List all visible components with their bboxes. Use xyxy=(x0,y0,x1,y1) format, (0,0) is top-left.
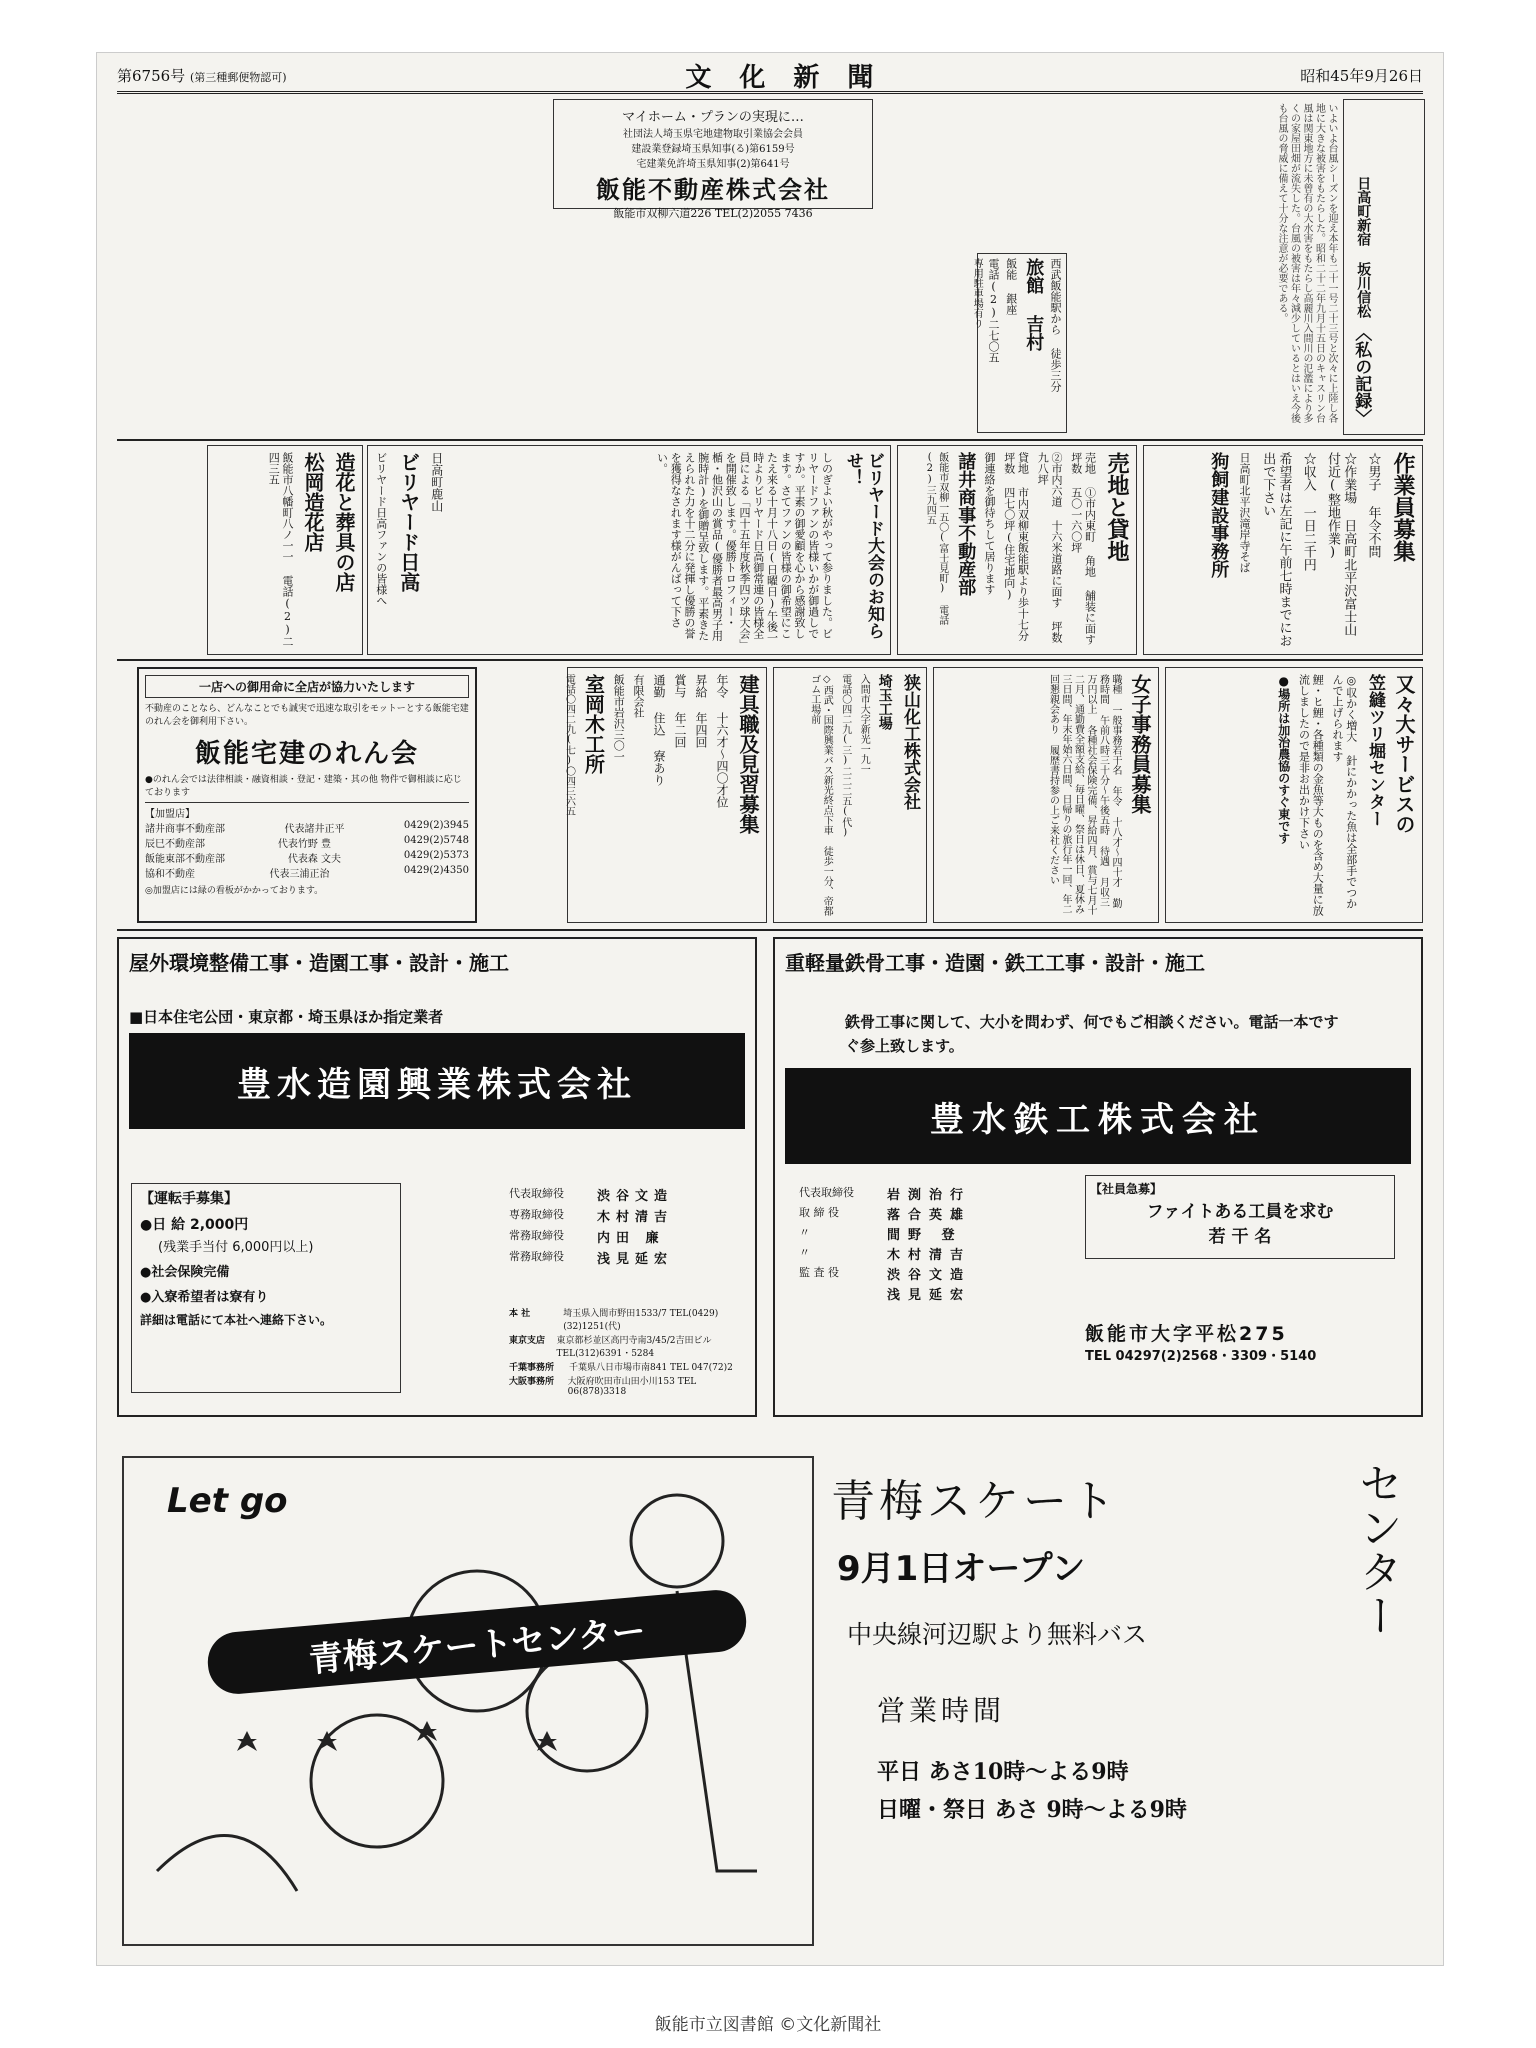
office-body: 職種 一般事務若干名 年令 十八才〜四十才 勤務時間 午前八時三十分〜午後五時 待遇 月収三万円以上 各種社会保険完備、昇給四月、賞与七月十二月、通勤費全額支給、毎日曜、祭日は休日、夏休み三日間、年末年始六日間、日帰りの旅行年一回、年二回懇親会あり 履歴書持参の上ご来社ください xyxy=(1047,674,1121,915)
zoen-recruit-line: 詳細は電話にて本社へ連絡下さい。 xyxy=(140,1313,333,1327)
zoen-officer: 専務取締役 木村清吉 xyxy=(509,1208,674,1225)
sayama-factory: 埼玉工場 xyxy=(876,674,893,730)
sayama-access: ◇西武・国際興業バス新光終点下車 徒歩一分、帝都ゴム工場前 xyxy=(808,674,833,916)
zoen-recruit-line: ●社会保険完備 xyxy=(140,1265,230,1280)
column-title: 〈私の記録〉 xyxy=(1351,324,1372,426)
ad-workers-recruit xyxy=(1143,445,1423,655)
land-line3: 貸地 市内双柳東飯能駅より歩十七分 坪数 四七〇坪(住宅地向) xyxy=(1002,452,1030,641)
zoen-officer: 代表取締役 渋谷文造 xyxy=(509,1187,674,1204)
tekko-banner: 重軽量鉄骨工事・造園・鉄工工事・設計・施工 xyxy=(785,951,1205,975)
skate-weekday-hours: 平日 あさ10時〜よる9時 xyxy=(877,1759,1129,1785)
noren-name: 飯能宅建のれん会 xyxy=(194,739,419,769)
fishing-line3: ●場所は加治農協のすぐ東です xyxy=(1276,674,1291,844)
ad-female-clerk-recruit xyxy=(933,667,1159,923)
ryokan-name: 旅館 吉村 xyxy=(1023,258,1045,351)
billiard-body: しのぎよい秋がやって参りました。ビリヤードファンの皆様いかが御過しですか。平素の御愛顧を心から感謝致します。さてファンの皆様の御希望にこたえ来る十月十八日(日曜日)午後一時よりビリヤード日高御常連の皆様全員による「四十五年度秋季四ツ球大会」を開催致します。優勝トロフィー・楯・他沢山の賞品(優勝者最高男子用腕時計)を御贈呈致します。平素きたえられた力を十二分に発揮し優勝の誉を獲得なされます様がんばって下さい。 xyxy=(655,452,834,645)
zoen-name: 豊水造園興業株式会社 xyxy=(129,1033,745,1129)
masthead xyxy=(117,59,1423,94)
skate-holiday-hours: 日曜・祭日 あさ 9時〜よる9時 xyxy=(877,1797,1187,1823)
muroka-line4: 通勤 住込 寮あり xyxy=(652,674,666,786)
zoen-banner: 屋外環境整備工事・造園工事・設計・施工 xyxy=(129,951,509,975)
recruit-line2: ☆作業場 日高町北平沢富士山付近(整地作業) xyxy=(1325,452,1357,636)
realestate-license2: 宅建業免許埼玉県知事(2)第641号 xyxy=(636,159,790,170)
tekko-officer: 代表取締役 岩渕治行 xyxy=(799,1186,972,1203)
ad-kasanui-fishing xyxy=(1165,667,1423,923)
ad-ryokan-yoshimura xyxy=(971,253,1067,433)
tekko-officer: 〃 間野 登 xyxy=(799,1226,963,1243)
sayama-tel: 電話〇四二九(三)二二二五(代) xyxy=(839,674,851,838)
muroka-address: 飯能市岩沢三〇一 xyxy=(612,674,626,762)
tekko-officer: 浅見延宏 xyxy=(887,1288,972,1303)
noren-desc: ●のれん会では法律相談・融資相談・登記・建築・其の他 物件で御相談に応じております xyxy=(145,775,462,798)
muroka-name: 室岡木工所 xyxy=(581,674,606,774)
recruit-line4: 希望者は左記に午前七時までにお出で下さい xyxy=(1260,452,1292,647)
zoen-officers xyxy=(509,1183,749,1269)
divider xyxy=(117,929,1423,931)
recruit-address: 日高町北平沢滝岸寺そば xyxy=(1238,452,1251,573)
land-line2: ②市内六道 十六米道路に面す 坪数 九八坪 xyxy=(1036,452,1063,643)
office-title: 女子事務員募集 xyxy=(1128,674,1152,814)
tekko-officer: 〃 木村清吉 xyxy=(799,1246,972,1263)
land-line1: 売地 ①市内東町 角地 舗装に面す 坪数 五〇一六〇坪 xyxy=(1069,452,1097,645)
tekko-officer: 監 査 役 渋谷文造 xyxy=(799,1266,972,1283)
recruit-line1: ☆男子 年令不問 xyxy=(1365,452,1381,558)
noren-members-label: 【加盟店】 xyxy=(145,802,469,820)
billiard-sign: ビリヤード日高ファンの皆様へ xyxy=(374,452,388,606)
newspaper-page xyxy=(96,52,1444,1966)
ad-matsuoka-flower xyxy=(207,445,363,655)
zoen-recruit-line: ●入寮希望者は寮有り xyxy=(140,1290,269,1305)
zoen-office: 東京支店 東京都杉並区高円寺南3/45/2吉田ビル TEL(312)6391・5284 xyxy=(509,1336,712,1359)
skate-bus: 中央線河辺駅より無料バス xyxy=(847,1620,1148,1649)
sayama-address: 入間市大字新光一九一 xyxy=(858,674,870,774)
skate-hours-title: 営業時間 xyxy=(877,1694,1006,1727)
tekko-recruit-line1: ファイトある工員を求む xyxy=(1146,1202,1334,1222)
skate-heading: 青梅スケート xyxy=(831,1476,1119,1527)
noren-member: 協和不動産 代表三浦正治 0429(2)4350 xyxy=(145,865,469,880)
ryokan-station: 西武飯能駅から 徒歩三分 xyxy=(1049,258,1062,392)
fishing-title: 又々大サービスの xyxy=(1392,674,1416,834)
noren-member: 諸井商事不動産部 代表諸井正平 0429(2)3945 xyxy=(145,820,469,835)
ad-murooka-mokkou xyxy=(563,667,767,923)
tekko-officer: 取 締 役 落合英雄 xyxy=(799,1206,972,1223)
ryokan-parking: 専用駐車場有り xyxy=(971,258,983,328)
ad-billiard-tournament xyxy=(367,445,891,655)
ad-hosui-zoen xyxy=(117,937,757,1417)
zoen-recruit-title: 【運転手募集】 xyxy=(140,1191,238,1207)
newspaper-title: 文化新聞 xyxy=(685,62,902,93)
zoen-recruit-line: ●日 給 2,000円 xyxy=(140,1217,249,1233)
ad-land-for-sale xyxy=(897,445,1137,655)
noren-member: 飯能東部不動産部 代表森 文夫 0429(2)5373 xyxy=(145,850,469,865)
billiard-title: ビリヤード大会のお知らせ！ xyxy=(842,452,884,639)
zoen-designated: ■日本住宅公団・東京都・埼玉県ほか指定業者 xyxy=(129,1008,444,1026)
fishing-name: 笠縫ツリ堀センター xyxy=(1365,674,1385,827)
column-box xyxy=(1343,99,1425,435)
noren-members xyxy=(145,820,469,880)
ad-hosui-tekko xyxy=(773,937,1423,1417)
issue-number: 第6756号 xyxy=(117,66,186,85)
realestate-name: 飯能不動産株式会社 xyxy=(596,175,830,204)
land-line4: 御連絡を御待ちして居ります xyxy=(983,452,996,595)
flower-name: 松岡造花店 xyxy=(301,452,325,552)
zoen-officer: 常務取締役 内田 廉 xyxy=(509,1229,665,1246)
noren-member: 辰巳不動産部 代表竹野 豊 0429(2)5748 xyxy=(145,835,469,850)
divider xyxy=(117,439,1423,441)
skate-heading-vertical: センター xyxy=(1351,1461,1402,1637)
postal-permit: (第三種郵便物認可) xyxy=(189,70,287,84)
noren-sub: 不動産のことなら、どんなことでも誠実で迅速な取引をモットーとする飯能宅建のれん会を御利用下さい。 xyxy=(145,704,469,727)
muroka-type: 有限会社 xyxy=(632,674,645,718)
muroka-line1: 年令 十六才〜四〇才位 xyxy=(715,674,729,808)
footer-credit: 飯能市立図書館 ©文化新聞社 xyxy=(654,2015,882,2035)
billiard-name: ビリヤード日高 xyxy=(396,452,421,592)
land-company: 諸井商事不動産部 xyxy=(955,452,977,596)
tekko-officers xyxy=(799,1183,1079,1304)
zoen-office: 大阪事務所 大阪府吹田市山田小川153 TEL 06(878)3318 xyxy=(509,1377,697,1397)
recruit-line3: ☆収入 一日二千円 xyxy=(1300,452,1316,571)
tekko-recruit-title: 【社員急募】 xyxy=(1090,1182,1163,1196)
realestate-license1: 建設業登録埼玉県知事(る)第6159号 xyxy=(631,144,795,155)
zoen-officer: 常務取締役 浅見延宏 xyxy=(509,1250,674,1267)
issue-date: 昭和45年9月26日 xyxy=(1300,66,1423,85)
muroka-tel: 電話〇四二九(七)〇四三六五 xyxy=(563,674,575,816)
fishing-line2: 鯉・ヒ鯉・各種類の金魚等大ものを含め大量に放流しましたので是非お出かけ下さい xyxy=(1297,674,1325,916)
tekko-address: 飯能市大字平松275 xyxy=(1085,1323,1288,1345)
ad-ome-skate-center xyxy=(117,1451,1423,1951)
zoen-recruit-box xyxy=(131,1183,401,1393)
skate-opening: 9月1日オープン xyxy=(837,1549,1086,1589)
skate-illustration xyxy=(117,1451,817,1951)
muroka-line3: 賞与 年二回 xyxy=(673,674,687,748)
ad-sayama-kako xyxy=(773,667,927,923)
billiard-address: 日高町鹿山 xyxy=(429,452,444,512)
ad-iino-takken-noren xyxy=(137,667,477,923)
fishing-line1: ◎収かく増大 針にかかった魚は全部手でつかんで上げられます xyxy=(1331,674,1358,909)
noren-note: ◎加盟店には緑の看板がかかっております。 xyxy=(145,886,324,896)
sayama-name: 狭山化工株式会社 xyxy=(900,674,920,810)
column-byline: 日高町新宿 坂川信松 xyxy=(1355,176,1372,318)
zoen-office: 本 社 埼玉県入間市野田1533/7 TEL(0429)(32)1251(代) xyxy=(509,1309,719,1332)
skate-logo: 青梅スケートセンター xyxy=(205,1588,748,1697)
tekko-message: 鉄骨工事に関して、大小を問わず、何でもご相談ください。電話一本ですぐ参上致します。 xyxy=(845,1013,1339,1055)
zoen-recruit-line: (残業手当付 6,000円以上) xyxy=(158,1240,314,1255)
realestate-slogan: マイホーム・プランの実現に… xyxy=(622,110,804,125)
land-tel: 飯能市双柳一五〇(富士見町) 電話(2)三九四五 xyxy=(924,452,948,625)
divider xyxy=(117,659,1423,661)
tekko-name: 豊水鉄工株式会社 xyxy=(785,1068,1411,1164)
ryokan-place: 飯能 銀座 xyxy=(1004,258,1018,315)
noren-head: 一店への御用命に全店が協力いたします xyxy=(145,675,469,698)
skate-letgo: Let go xyxy=(167,1481,288,1521)
ad-iino-realestate xyxy=(553,99,873,220)
flower-address: 飯能市八幡町八ノ一一 電話(2)二四三五 xyxy=(267,452,294,647)
realestate-address: 飯能市双柳六道226 TEL(2)2055 7436 xyxy=(613,207,813,220)
zoen-office: 千葉事務所 千葉県八日市場市南841 TEL 047(72)2 xyxy=(509,1363,733,1373)
land-title: 売地と貸地 xyxy=(1104,452,1130,562)
column-body: いよいよ台風シーズンを迎え本年も二十一号二十三号と次々に上陸し各地に大きな被害をもたらした。昭和二十二年九月十五日のキャスリン台風は関東地方に未曾有の大水害をもたらし高麗川入間川の氾濫により多くの家屋田畑が流失した。台風の被害は年々減少しているとはいえ今後も台風の脅威に備えて十分な注意が必要である。 xyxy=(1276,103,1337,423)
ryokan-tel: 電話(2)二七〇五 xyxy=(987,258,1000,363)
tekko-recruit-box xyxy=(1085,1175,1395,1259)
tekko-tel: TEL 04297(2)2568・3309・5140 xyxy=(1085,1349,1317,1364)
tekko-recruit-line2: 若 干 名 xyxy=(1208,1227,1272,1247)
recruit-title: 作業員募集 xyxy=(1390,452,1416,562)
muroka-title: 建具職及見習募集 xyxy=(736,674,760,834)
flower-title: 造花と葬具の店 xyxy=(332,452,356,592)
realestate-member: 社団法人埼玉県宅地建物取引業協会会員 xyxy=(623,129,803,140)
recruit-company: 狗飼建設事務所 xyxy=(1208,452,1230,578)
zoen-offices xyxy=(509,1305,753,1398)
muroka-line2: 昇給 年四回 xyxy=(694,674,708,748)
